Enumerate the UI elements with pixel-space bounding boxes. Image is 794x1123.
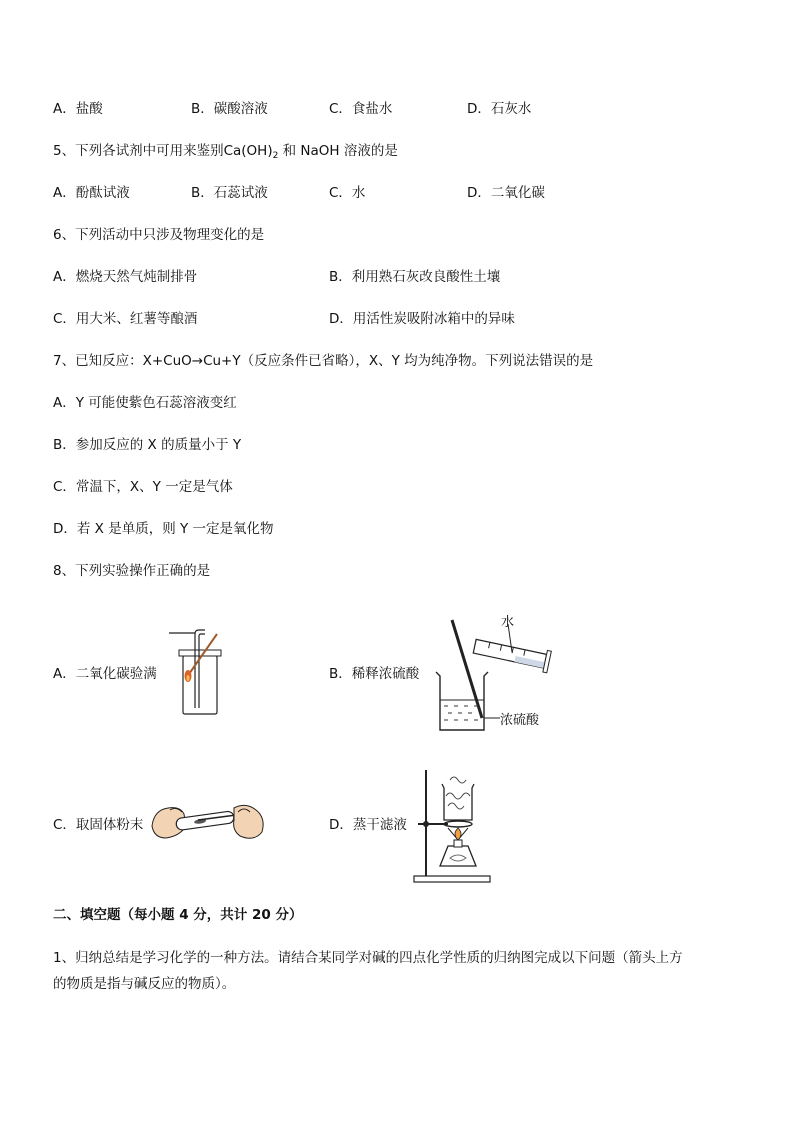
q5-stem [53,142,398,165]
co2-test-figure [165,628,227,716]
q6-option-b: B．利用熟石灰改良酸性土壤 [329,269,501,285]
q8-option-a-label: A．二氧化碳验满 [53,666,157,682]
q5-option-b: B．石蕊试液 [191,185,268,201]
powder-figure [150,796,266,844]
q5-option-a: A．酚酞试液 [53,185,130,201]
q5-formula-subscript: 2 [272,151,279,161]
q7-option-c: C．常温下，X、Y 一定是气体 [53,479,233,495]
section-2-title: 二、填空题（每小题 4 分，共计 20 分） [53,907,303,923]
q5-stem-pre: 5、下列各试剂中可用来鉴别 [53,143,224,159]
q7-option-a: A．Y 可能使紫色石蕊溶液变红 [53,395,237,411]
q5-option-c: C．水 [329,185,366,201]
q6-option-d: D．用活性炭吸附冰箱中的异味 [329,311,515,327]
q5-stem-post: 和 NaOH 溶液的是 [278,143,398,159]
q4-option-a: A．盐酸 [53,101,103,117]
dilution-figure [418,618,554,734]
q6-option-c: C．用大米、红薯等酿酒 [53,311,198,327]
acid-label: 浓硫酸 [500,713,540,728]
q6-option-a: A．燃烧天然气炖制排骨 [53,269,198,285]
q5-formula: Ca(OH) [223,143,273,159]
q4-option-c: C．食盐水 [329,101,393,117]
q8-stem: 8、下列实验操作正确的是 [53,563,211,579]
q7-option-d: D．若 X 是单质，则 Y 一定是氧化物 [53,521,274,537]
q4-option-d: D．石灰水 [467,101,532,117]
water-label: 水 [501,615,515,630]
q6-stem: 6、下列活动中只涉及物理变化的是 [53,227,265,243]
q5-option-d: D．二氧化碳 [467,185,545,201]
fill-q1-line-2: 的物质是指与碱反应的物质）。 [53,976,236,992]
q8-option-b-label: B．稀释浓硫酸 [329,666,420,682]
fill-q1-line-1: 1、归纳总结是学习化学的一种方法。请结合某同学对碱的四点化学性质的归纳图完成以下问题（箭头上方 [53,950,683,966]
evaporation-figure [408,766,494,884]
q4-option-b: B．碳酸溶液 [191,101,268,117]
q8-option-c-label: C．取固体粉末 [53,817,144,833]
q7-stem: 7、已知反应：X+CuO→Cu+Y（反应条件已省略），X、Y 均为纯净物。下列说法错误的是 [53,353,594,369]
q8-option-d-label: D．蒸干滤液 [329,817,407,833]
q7-option-b: B．参加反应的 X 的质量小于 Y [53,437,242,453]
